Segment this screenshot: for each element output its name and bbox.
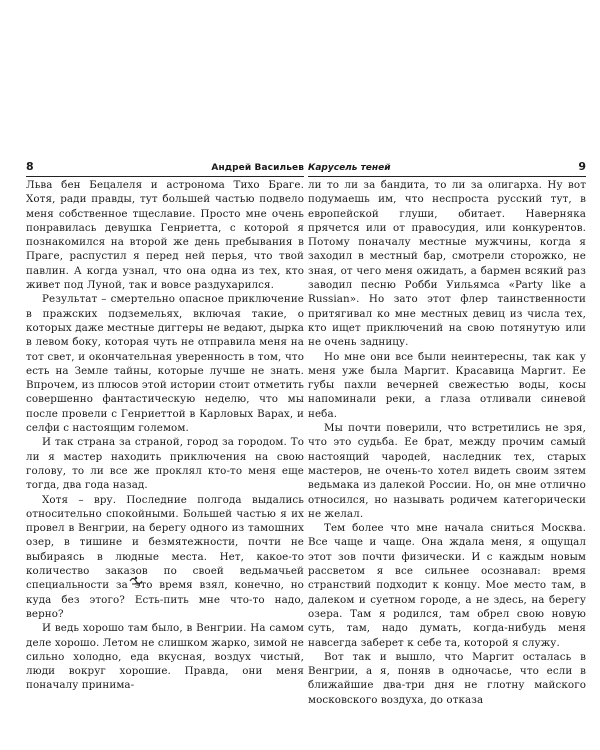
paragraph: Льва бен Бецалеля и астронома Тихо Браге. Хотя, ради правды, тут большей частью подвело меня собственное тщеславие. Просто мне очень понравилась девушка Генриетта, с которой я познакомился на второй же день пребывания в Праге, распустил я перед ней перья, что твой павлин. А когда узнал, что она одна из тех, кто живет под Луной, так и вовсе раздухарился. (26, 179, 304, 292)
right-page-body (308, 178, 586, 707)
running-head-title: Карусель теней (308, 163, 391, 173)
left-page-body (26, 178, 304, 693)
paragraph: ли то ли за бандита, то ли за олигарха. Ну вот подумаешь им, что неспроста русский тут, в европейской глуши, обитает. Наверняка прячется или от правосудия, или конкурентов. Потому поначалу местные мужчины, когда я заходил в местный бар, смотрели сторожко, не зная, от чего меня ожидать, а бармен всякий раз заводил песню Робби Уильямса «Party like a Russian». Но зато этот флер таинственности притягивал ко мне местных девиц из числа тех, кто ищет приключений на свою потянутую или не очень задницу. (308, 179, 586, 349)
left-page (26, 160, 304, 692)
paragraph: Результат – смертельно опасное приключение в пражских подземельях, включая такие, о которых даже местные диггеры не ведают, дырка в левом боку, которая чуть не отправила меня на тот свет, и окончательная уверенность в том, что есть на Земле тайны, которые лучше не знать. Впрочем, из плюсов этой истории стоит отметить совершенно фантастическую неделю, что мы после провели с Генриеттой в Карловых Варах, и селфи с настоящим големом. (26, 293, 304, 435)
paragraph: И так страна за страной, город за городом. То ли я мастер находить приключения на свою голову, то ли все же проклял кто-то меня еще тогда, два года назад. (26, 436, 304, 492)
right-page-header (308, 160, 586, 175)
paragraph: Мы почти поверили, что встретились не зря, что это судьба. Ее брат, между прочим самый настоящий чародей, наследник тех, старых мастеров, не очень-то хотел видеть своим зятем ведьмака из далекой России. Но, он мне отлично относился, но называть родичем категорически не желал. (308, 422, 586, 520)
paragraph: Но мне они все были неинтересны, так как у меня уже была Маргит. Красавица Маргит. Ее губы пахли вечерней свежестью воды, косы напоминали реки, а глаза отливали синевой неба. (308, 350, 586, 420)
paragraph: Хотя – вру. Последние полгода выдались относительно спокойными. Большей частью я их провел в Венгрии, на берегу одного из тамошних озер, в тишине и безмятежности, почти не выбираясь в людные места. Нет, какое-то количество заказов по своей ведьмачьей специальности за это время взял, конечно, но куда без этого? Есть-пить мне что-то надо, верно? (26, 493, 304, 620)
header-rule (26, 176, 304, 177)
paragraph: И ведь хорошо там было, в Венгрии. На самом деле хорошо. Летом не слишком жарко, зимой не сильно холодно, еда вкусная, воздух чистый, люди вокруг хорошие. Правда, они меня поначалу принима- (26, 622, 304, 692)
running-head-author: Андрей Васильев (211, 163, 304, 173)
right-page-number: 9 (578, 160, 586, 173)
paragraph: Тем более что мне начала сниться Москва. Все чаще и чаще. Она ждала меня, я ощущал этот зов почти физически. И с каждым новым рассветом я все сильнее осознавал: время странствий подходит к концу. Мое место там, в далеком и суетном городе, а не здесь, на берегу озера. Там я родился, там обрел свою новую суть, там, надо думать, когда-нибудь меня навсегда заберет к себе та, которой я служу. (308, 522, 586, 649)
right-page (308, 160, 586, 706)
header-rule (308, 176, 586, 177)
paragraph: Вот так и вышло, что Маргит осталась в Венгрии, а я, поняв в одночасье, что если в ближайшие два-три дня не глотну майского московского воздуха, до отказа (308, 650, 586, 706)
left-page-number: 8 (26, 160, 34, 173)
left-page-header (26, 160, 304, 175)
page-ornament-icon (129, 575, 143, 587)
